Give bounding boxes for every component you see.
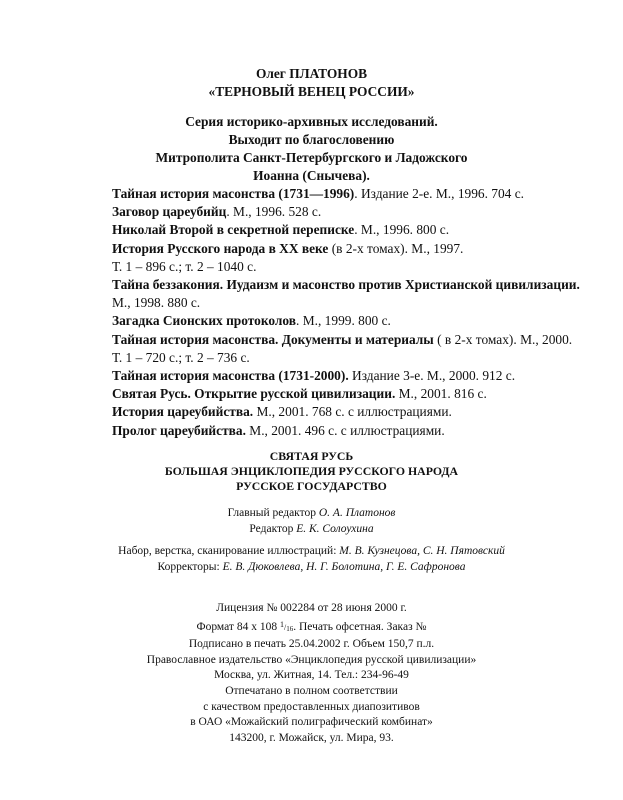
author-name: Олег ПЛАТОНОВ — [255, 66, 368, 81]
works-list — [112, 185, 592, 440]
proofreaders-label: Корректоры: — [157, 561, 223, 573]
works-line — [112, 403, 592, 421]
work-details: . М., 1996. 800 с. — [354, 222, 450, 238]
work-title: История Русского народа в XX веке — [112, 240, 329, 256]
works-line — [112, 294, 592, 312]
format-fraction: $^1/_{16}$ — [279, 619, 294, 633]
license-line: Лицензия № 002284 от 28 июня 2000 г. — [216, 602, 407, 614]
book-title: СВЯТАЯ РУСЬ — [269, 449, 354, 463]
work-details: М., 2001. 816 с. — [395, 386, 487, 402]
fraction-numerator: 1 — [279, 619, 284, 629]
series-line: Митрополита Санкт-Петербургского и Ладожского — [155, 150, 468, 165]
fraction-denominator: 16 — [286, 624, 294, 633]
editor-name: Е. К. Солоухина — [296, 523, 374, 535]
printer-name: в ОАО «Можайский полиграфический комбинат» — [190, 716, 433, 729]
work-title: Николай Второй в секретной переписке — [112, 222, 355, 238]
series-title: «ТЕРНОВЫЙ ВЕНЕЦ РОССИИ» — [208, 84, 415, 99]
works-line — [112, 203, 592, 221]
works-line — [112, 367, 592, 385]
chief-editor-line — [0, 505, 623, 521]
works-line — [112, 276, 592, 294]
work-details: Т. 1 – 720 с.; т. 2 – 736 с. — [112, 349, 250, 365]
layout-staff-line — [0, 543, 623, 559]
format-suffix: . Печать офсетная. Заказ № — [293, 620, 427, 633]
work-title: Заговор цареубийц — [112, 204, 227, 220]
format-prefix: Формат 84 х 108 — [196, 620, 280, 633]
work-title: Загадка Сионских протоколов — [112, 313, 297, 329]
work-details: М., 2001. 496 с. с иллюстрациями. — [245, 422, 445, 438]
work-details: Т. 1 – 896 с.; т. 2 – 1040 с. — [112, 258, 257, 274]
works-line — [112, 240, 592, 258]
editor-label: Редактор — [249, 523, 297, 535]
proofreaders-line — [0, 559, 623, 575]
layout-label: Набор, верстка, сканирование иллюстраций: — [118, 545, 340, 557]
chief-editor-label: Главный редактор — [227, 507, 319, 519]
publisher-line: Православное издательство «Энциклопедия русской цивилизации» — [146, 653, 477, 666]
series-block — [0, 113, 623, 185]
imprint-block — [0, 601, 623, 746]
layout-names: М. В. Кузнецова, С. Н. Пятовский — [339, 545, 505, 557]
proofreaders-names: Е. В. Дюковлева, Н. Г. Болотина, Г. Е. Сафронова — [222, 561, 466, 573]
publisher-address: Москва, ул. Житная, 14. Тел.: 234-96-49 — [214, 669, 409, 682]
editor-line — [0, 521, 623, 537]
book-title-block — [0, 449, 623, 494]
work-details: . Издание 2-е. М., 1996. 704 с. — [354, 186, 525, 201]
work-title: История цареубийства. — [112, 404, 254, 420]
work-title: Тайна беззакония. Иудаизм и масонство против Христианской цивилизации. — [112, 277, 580, 293]
printed-note: с качеством предоставленных диапозитивов — [203, 700, 420, 713]
works-line — [112, 312, 592, 330]
work-title: Пролог цареубийства. — [112, 422, 246, 438]
chief-editor-name: О. А. Платонов — [318, 507, 396, 519]
work-details: М., 1998. 880 с. — [112, 295, 201, 311]
book-subtitle: БОЛЬШАЯ ЭНЦИКЛОПЕДИЯ РУССКОГО НАРОДА — [164, 464, 459, 478]
series-line: Серия историко-архивных исследований. — [185, 114, 438, 129]
works-line — [112, 349, 592, 367]
work-details: . М., 1999. 800 с. — [296, 313, 391, 329]
work-details: (в 2-х томах). М., 1997. — [328, 240, 464, 256]
header-block — [0, 65, 623, 101]
work-title: Святая Русь. Открытие русской цивилизации. — [112, 386, 396, 402]
works-line — [112, 221, 592, 239]
staff-block — [0, 543, 623, 575]
printed-note: Отпечатано в полном соответствии — [225, 684, 398, 697]
works-line — [112, 185, 592, 203]
work-title: Тайная история масонства (1731—1996) — [112, 186, 355, 201]
series-line: Выходит по благословению — [228, 132, 395, 147]
series-line: Иоанна (Снычева). — [253, 168, 370, 183]
work-details: М., 2001. 768 с. с иллюстрациями. — [253, 404, 452, 420]
work-details: Издание 3-е. М., 2000. 912 с. — [348, 368, 516, 384]
signed-line: Подписано в печать 25.04.2002 г. Объем 150,7 п.л. — [188, 638, 435, 651]
work-details: . М., 1996. 528 с. — [226, 204, 322, 220]
printer-address: 143200, г. Можайск, ул. Мира, 93. — [229, 731, 394, 744]
book-volume: РУССКОЕ ГОСУДАРСТВО — [236, 479, 387, 493]
work-details: ( в 2-х томах). М., 2000. — [433, 331, 573, 347]
works-line — [112, 258, 592, 276]
works-line — [112, 331, 592, 349]
works-line — [112, 385, 592, 403]
works-line — [112, 422, 592, 440]
format-line — [0, 617, 623, 638]
work-title: Тайная история масонства. Документы и материалы — [112, 331, 434, 347]
work-title: Тайная история масонства (1731-2000). — [112, 368, 349, 384]
editors-block — [0, 505, 623, 537]
